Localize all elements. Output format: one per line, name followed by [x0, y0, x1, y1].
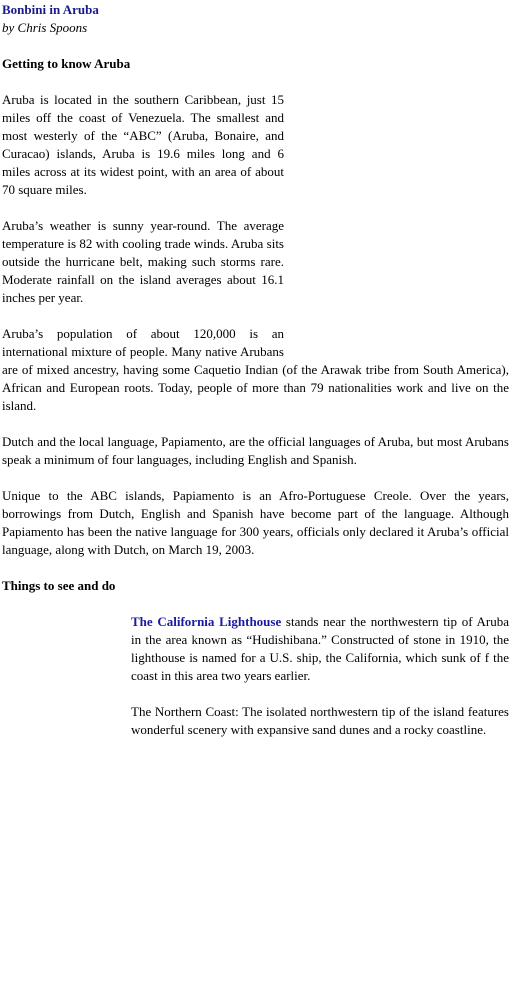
paragraph-population: Aruba’s population of about 120,000 is an international mixture of people. Many native Arubans are of mixed ancestry, having some Caquetio Indian (of the Arawak tribe from South America), African and European roots. Today, people of more than 79 nationalities work and live on the island. [2, 326, 509, 413]
article [0, 1, 511, 739]
article-byline: by Chris Spoons [2, 20, 88, 35]
paragraph-languages: Dutch and the local language, Papiamento, are the official languages of Aruba, but most Arubans speak a minimum of four languages, including English and Spanish. [2, 434, 509, 467]
section-heading-things-to-see: Things to see and do [2, 578, 116, 593]
paragraph-papiamento: Unique to the ABC islands, Papiamento is an Afro-Portuguese Creole. Over the years, borrowings from Dutch, English and Spanish have become part of the language. Although Papiamento has been the native language for 300 years, officials only declared it Aruba’s official language, along with Dutch, on March 19, 2003. [2, 488, 509, 557]
lighthouse-text: stands near the northwestern tip of Aruba in the area known as “Hudishibana.” Constructed of stone in 1910, the lighthouse is named for a U.S. ship, the California, which sunk of f the coast in this area two years earlier. [131, 614, 509, 683]
lighthouse-link[interactable]: The California Lighthouse [131, 614, 282, 629]
paragraph-northern-coast: The Northern Coast: The isolated northwestern tip of the island features wonderful scenery with expansive sand dunes and a rocky coastline. [131, 704, 509, 737]
image-placeholder [284, 91, 509, 361]
paragraph-location: Aruba is located in the southern Caribbean, just 15 miles off the coast of Venezuela. The smallest and most westerly of the “ABC” (Aruba, Bonaire, and Curacao) islands, Aruba is 19.6 miles long and 6 miles across at its widest point, with an area of about 70 square miles. [2, 92, 284, 197]
paragraph-weather: Aruba’s weather is sunny year-round. The average temperature is 82 with cooling trade winds. Aruba sits outside the hurricane belt, making such storms rare. Moderate rainfall on the island averages about 16.1 inches per year. [2, 218, 284, 305]
article-title: Bonbini in Aruba [2, 2, 99, 17]
paragraph-lighthouse [131, 613, 509, 685]
section-heading-getting-to-know: Getting to know Aruba [2, 56, 131, 71]
